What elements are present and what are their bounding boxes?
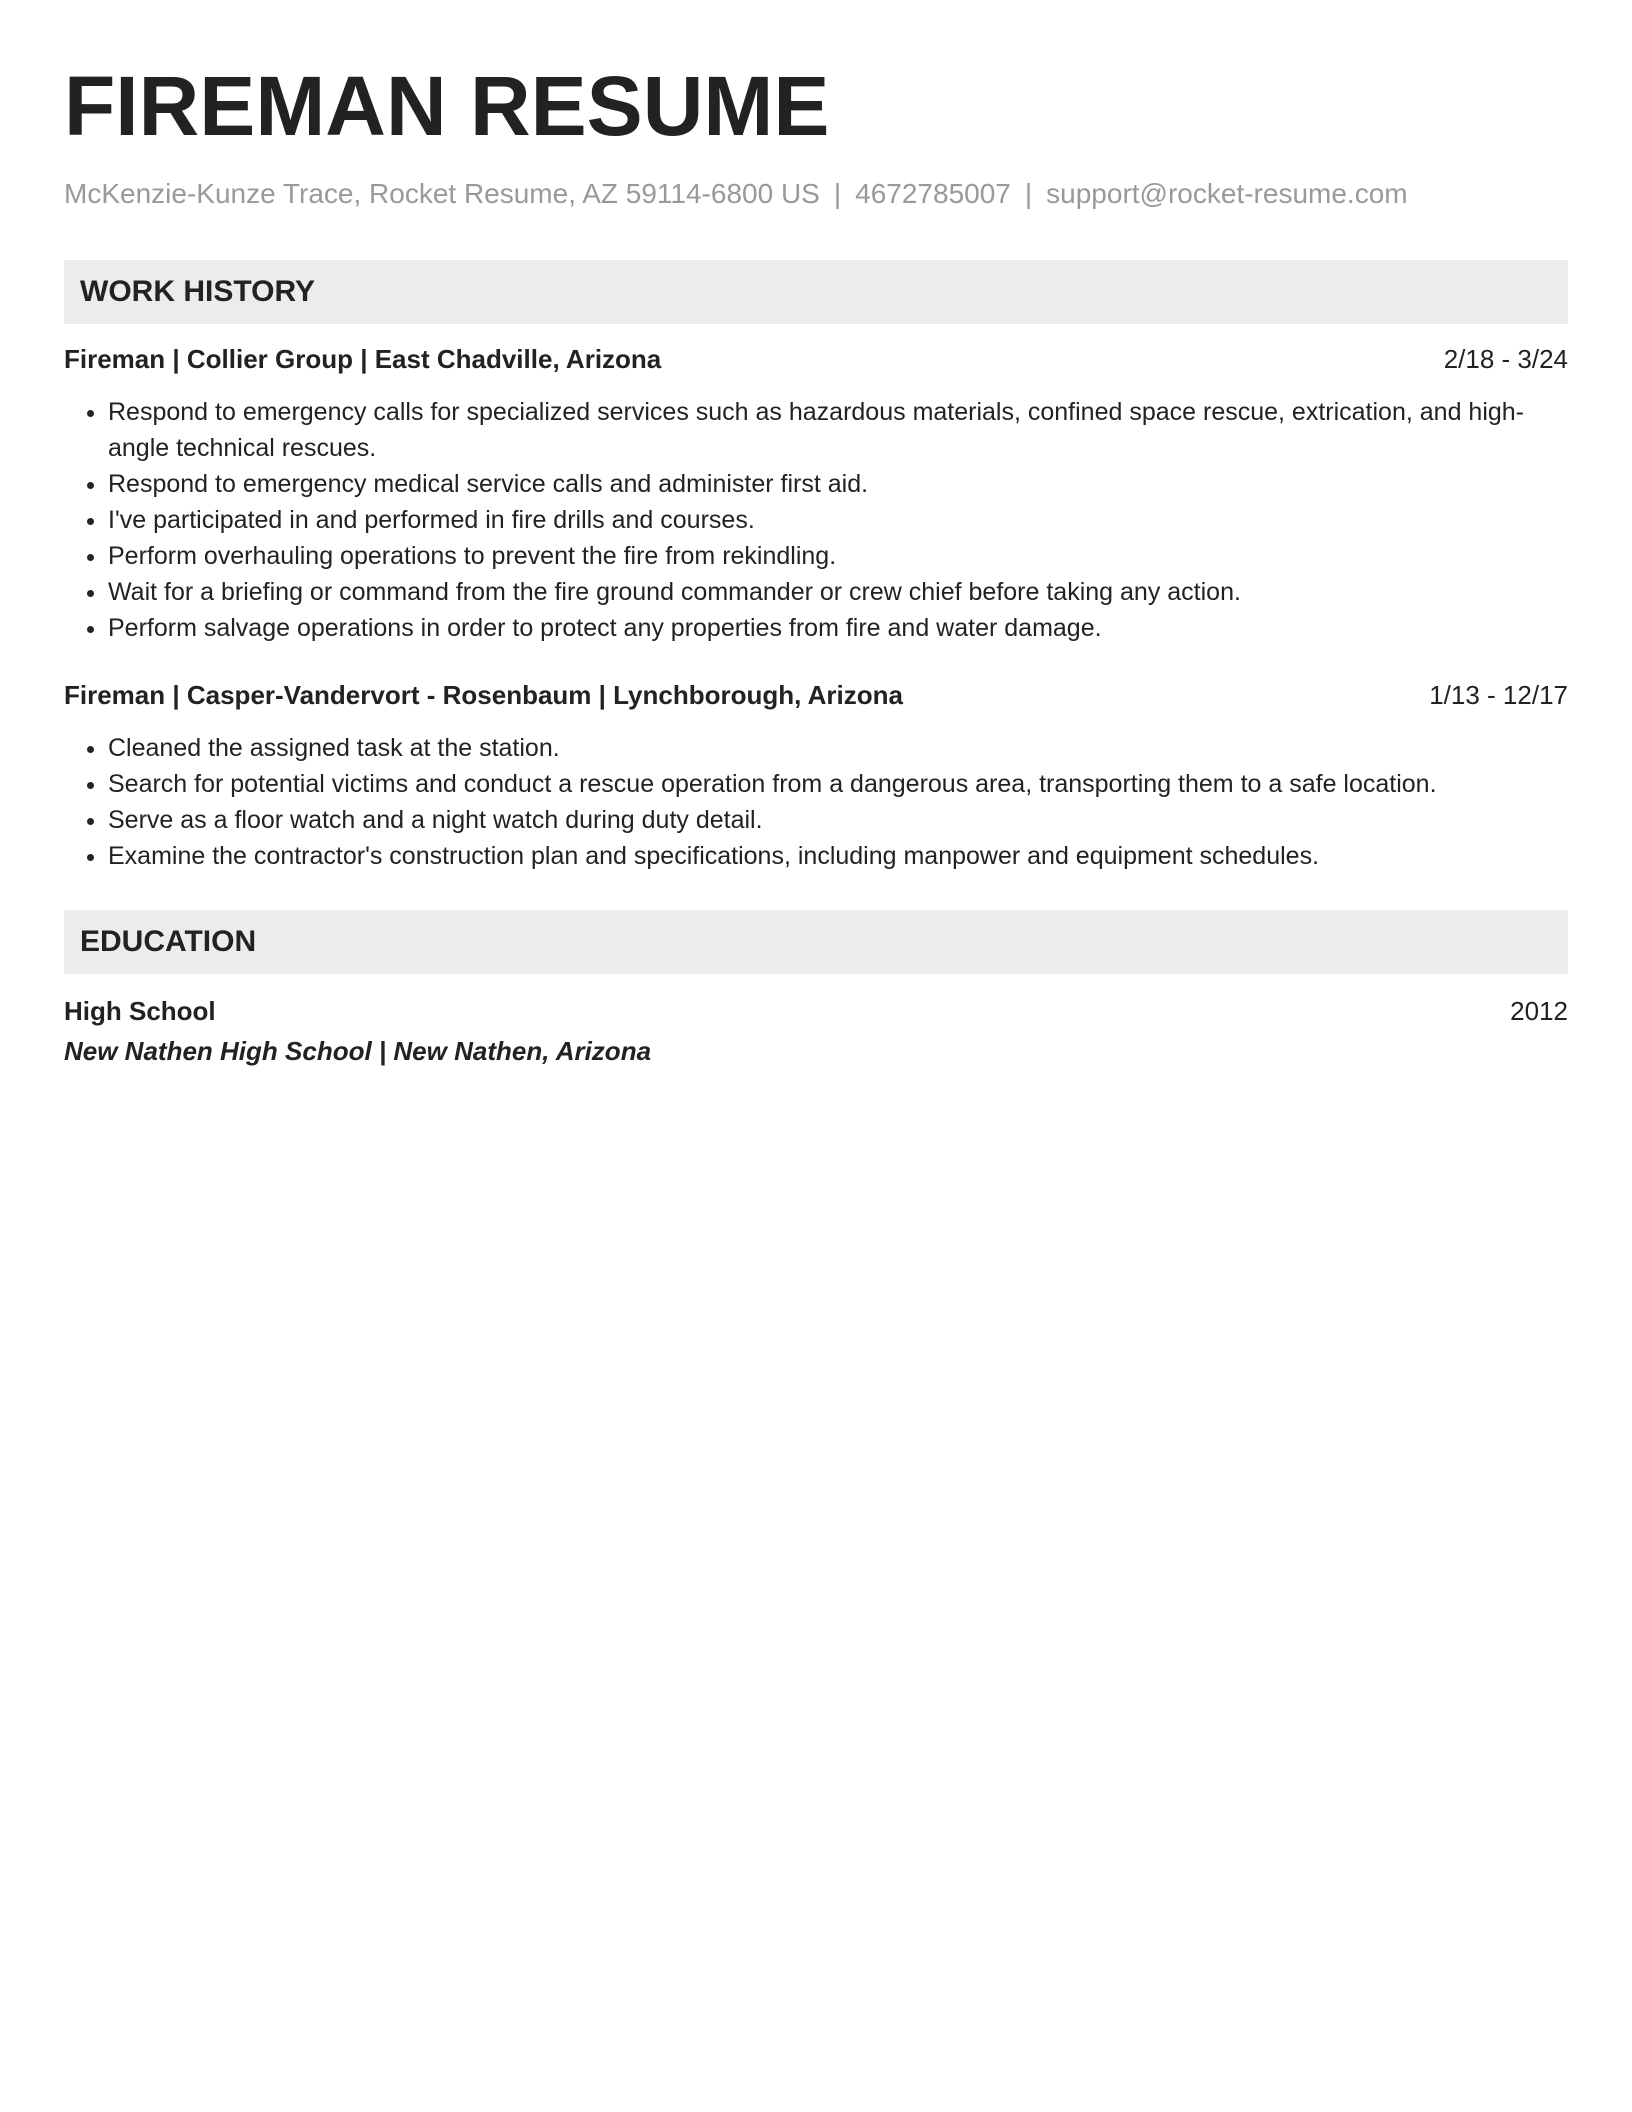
education-header: [64, 994, 1568, 1028]
contact-separator: |: [1024, 178, 1033, 209]
job-entry: [64, 678, 1568, 874]
contact-address: McKenzie-Kunze Trace, Rocket Resume, AZ 59114-6800 US: [64, 178, 820, 209]
duty-item: • Respond to emergency medical service calls and administer first aid.: [108, 466, 1568, 502]
education-degree: High School: [64, 996, 216, 1026]
job-duties-list: [64, 394, 1568, 646]
education-year: 2012: [1510, 996, 1568, 1026]
duty-item: • Wait for a briefing or command from the fire ground commander or crew chief before taking any action.: [108, 574, 1568, 610]
contact-line: [64, 176, 1568, 212]
duty-item: • Search for potential victims and conduct a rescue operation from a dangerous area, transporting them to a safe location.: [108, 766, 1568, 802]
job-header: [64, 678, 1568, 712]
job-duties-list: [64, 730, 1568, 874]
contact-email: support@rocket-resume.com: [1046, 178, 1408, 209]
duty-item: • Perform salvage operations in order to protect any properties from fire and water damage.: [108, 610, 1568, 646]
job-dates: 2/18 - 3/24: [1443, 344, 1568, 374]
contact-separator: |: [833, 178, 842, 209]
contact-phone: 4672785007: [855, 178, 1011, 209]
education-school: New Nathen High School | New Nathen, Arizona: [64, 1036, 652, 1066]
job-header: [64, 342, 1568, 376]
duty-item: • Serve as a floor watch and a night watch during duty detail.: [108, 802, 1568, 838]
work-history-heading: WORK HISTORY: [64, 260, 1568, 324]
job-dates: 1/13 - 12/17: [1429, 680, 1568, 710]
duty-item: • Perform overhauling operations to prevent the fire from rekindling.: [108, 538, 1568, 574]
education-heading: EDUCATION: [64, 910, 1568, 974]
duty-item: • Respond to emergency calls for specialized services such as hazardous materials, confined space rescue, extrication, and high-angle technical rescues.: [108, 394, 1568, 466]
duty-item: • I've participated in and performed in fire drills and courses.: [108, 502, 1568, 538]
job-title: Fireman | Collier Group | East Chadville, Arizona: [64, 344, 662, 374]
duty-item: • Cleaned the assigned task at the station.: [108, 730, 1568, 766]
resume-title: FIREMAN RESUME: [64, 59, 830, 153]
duty-item: • Examine the contractor's construction plan and specifications, including manpower and equipment schedules.: [108, 838, 1568, 874]
job-entry: [64, 342, 1568, 646]
job-title: Fireman | Casper-Vandervort - Rosenbaum | Lynchborough, Arizona: [64, 680, 903, 710]
